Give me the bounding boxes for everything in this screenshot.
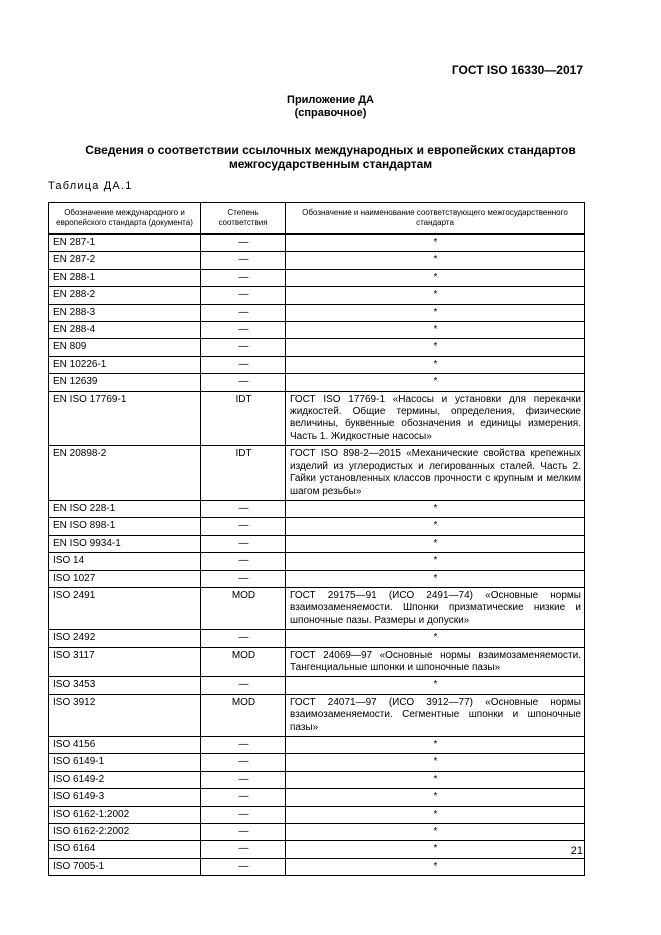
cell-degree-of-conformity: —	[201, 754, 286, 771]
cell-degree-of-conformity: —	[201, 374, 286, 391]
cell-degree-of-conformity: IDT	[201, 446, 286, 501]
table-row	[49, 374, 585, 391]
page-title	[0, 143, 661, 171]
cell-international-standard: EN 288-1	[49, 269, 201, 286]
cell-degree-of-conformity: —	[201, 252, 286, 269]
table-row	[49, 391, 585, 446]
table-row	[49, 771, 585, 788]
cell-degree-of-conformity: —	[201, 356, 286, 373]
cell-international-standard: ISO 6164	[49, 841, 201, 858]
cell-international-standard: ISO 6162-2:2002	[49, 824, 201, 841]
cell-international-standard: EN 12639	[49, 374, 201, 391]
cell-international-standard: ISO 3912	[49, 694, 201, 736]
cell-international-standard: EN 287-2	[49, 252, 201, 269]
table-row	[49, 694, 585, 736]
table-row	[49, 500, 585, 517]
cell-national-standard: ГОСТ 24069—97 «Основные нормы взаимозаменяемости. Тангенциальные шпонки и шпоночные пазы»	[286, 647, 585, 677]
cell-national-standard: *	[286, 737, 585, 754]
table-header-row	[49, 203, 585, 235]
cell-national-standard: ГОСТ 29175—91 (ИСО 2491—74) «Основные нормы взаимозаменяемости. Шпонки призматические низкие и шпоночные пазы. Размеры и допуски»	[286, 587, 585, 629]
cell-national-standard: *	[286, 677, 585, 694]
cell-degree-of-conformity: MOD	[201, 647, 286, 677]
table-row	[49, 535, 585, 552]
cell-international-standard: EN ISO 9934-1	[49, 535, 201, 552]
cell-degree-of-conformity: —	[201, 269, 286, 286]
cell-national-standard: *	[286, 824, 585, 841]
header-degree-of-conformity: Степень соответствия	[201, 203, 286, 235]
cell-national-standard: *	[286, 322, 585, 339]
cell-international-standard: ISO 2491	[49, 587, 201, 629]
appendix-subtitle: (справочное)	[294, 107, 367, 119]
cell-degree-of-conformity: —	[201, 535, 286, 552]
cell-international-standard: EN ISO 898-1	[49, 518, 201, 535]
appendix-heading	[0, 94, 661, 120]
table-row	[49, 356, 585, 373]
cell-degree-of-conformity: —	[201, 630, 286, 647]
cell-degree-of-conformity: MOD	[201, 694, 286, 736]
cell-international-standard: ISO 7005-1	[49, 858, 201, 875]
cell-international-standard: EN 10226-1	[49, 356, 201, 373]
table-row	[49, 841, 585, 858]
cell-national-standard: *	[286, 304, 585, 321]
table-row	[49, 630, 585, 647]
cell-international-standard: ISO 6149-2	[49, 771, 201, 788]
cell-international-standard: ISO 2492	[49, 630, 201, 647]
cell-national-standard: ГОСТ ISO 17769-1 «Насосы и установки для перекачки жидкостей. Общие термины, определения, физические величины, буквенные обозначения и единицы измерения. Часть 1. Жидкостные насосы»	[286, 391, 585, 446]
cell-international-standard: ISO 1027	[49, 570, 201, 587]
cell-international-standard: EN ISO 228-1	[49, 500, 201, 517]
page-title-line-1: Сведения о соответствии ссылочных международных и европейских стандартов	[85, 143, 576, 157]
cell-international-standard: EN 20898-2	[49, 446, 201, 501]
cell-international-standard: EN 287-1	[49, 234, 201, 252]
cell-degree-of-conformity: —	[201, 858, 286, 875]
table-row	[49, 304, 585, 321]
cell-degree-of-conformity: —	[201, 806, 286, 823]
cell-international-standard: EN 288-3	[49, 304, 201, 321]
cell-degree-of-conformity: —	[201, 737, 286, 754]
cell-international-standard: EN 288-4	[49, 322, 201, 339]
table-caption: Таблица ДА.1	[48, 180, 133, 192]
table-body	[49, 234, 585, 876]
table-row	[49, 824, 585, 841]
cell-national-standard: *	[286, 771, 585, 788]
cell-national-standard: *	[286, 535, 585, 552]
table-row	[49, 234, 585, 252]
cell-national-standard: *	[286, 356, 585, 373]
cell-national-standard: ГОСТ ISO 898-2—2015 «Механические свойства крепежных изделий из углеродистых и легированных сталей. Часть 2. Гайки установленных классов прочности с крупным и мелким шагом резьбы»	[286, 446, 585, 501]
cell-national-standard: *	[286, 789, 585, 806]
cell-national-standard: *	[286, 518, 585, 535]
cell-degree-of-conformity: —	[201, 841, 286, 858]
page-number: 21	[570, 845, 583, 857]
cell-national-standard: *	[286, 339, 585, 356]
cell-national-standard: *	[286, 500, 585, 517]
table-row	[49, 446, 585, 501]
cell-international-standard: ISO 3453	[49, 677, 201, 694]
cell-degree-of-conformity: —	[201, 287, 286, 304]
cell-degree-of-conformity: —	[201, 553, 286, 570]
cell-degree-of-conformity: —	[201, 677, 286, 694]
cell-national-standard: *	[286, 287, 585, 304]
cell-degree-of-conformity: IDT	[201, 391, 286, 446]
cell-degree-of-conformity: —	[201, 570, 286, 587]
cell-degree-of-conformity: —	[201, 771, 286, 788]
cell-degree-of-conformity: —	[201, 500, 286, 517]
cell-degree-of-conformity: —	[201, 824, 286, 841]
cell-degree-of-conformity: —	[201, 234, 286, 252]
table-row	[49, 518, 585, 535]
cell-national-standard: *	[286, 806, 585, 823]
cell-international-standard: ISO 6149-1	[49, 754, 201, 771]
cell-international-standard: EN ISO 17769-1	[49, 391, 201, 446]
table-row	[49, 287, 585, 304]
table-row	[49, 322, 585, 339]
cell-international-standard: ISO 14	[49, 553, 201, 570]
header-international-standard: Обозначение международного и европейского стандарта (документа)	[49, 203, 201, 235]
table-row	[49, 677, 585, 694]
cell-national-standard: *	[286, 374, 585, 391]
cell-national-standard: *	[286, 269, 585, 286]
cell-national-standard: *	[286, 570, 585, 587]
cell-degree-of-conformity: MOD	[201, 587, 286, 629]
correspondence-table	[48, 202, 585, 876]
table-row	[49, 339, 585, 356]
table-row	[49, 737, 585, 754]
table-row	[49, 789, 585, 806]
cell-national-standard: *	[286, 553, 585, 570]
cell-degree-of-conformity: —	[201, 304, 286, 321]
table-row	[49, 587, 585, 629]
cell-international-standard: ISO 6149-3	[49, 789, 201, 806]
table-row	[49, 647, 585, 677]
cell-international-standard: ISO 6162-1:2002	[49, 806, 201, 823]
cell-national-standard: *	[286, 858, 585, 875]
table-row	[49, 252, 585, 269]
cell-national-standard: *	[286, 841, 585, 858]
cell-national-standard: *	[286, 754, 585, 771]
cell-degree-of-conformity: —	[201, 339, 286, 356]
table-row	[49, 754, 585, 771]
cell-international-standard: ISO 4156	[49, 737, 201, 754]
cell-international-standard: EN 288-2	[49, 287, 201, 304]
cell-national-standard: *	[286, 252, 585, 269]
cell-degree-of-conformity: —	[201, 789, 286, 806]
cell-degree-of-conformity: —	[201, 518, 286, 535]
cell-international-standard: EN 809	[49, 339, 201, 356]
cell-national-standard: *	[286, 630, 585, 647]
table-row	[49, 570, 585, 587]
header-national-standard: Обозначение и наименование соответствующего межгосударственного стандарта	[286, 203, 585, 235]
table-row	[49, 858, 585, 875]
page-title-line-2: межгосударственным стандартам	[228, 157, 433, 171]
cell-national-standard: *	[286, 234, 585, 252]
table-row	[49, 553, 585, 570]
document-header: ГОСТ ISO 16330—2017	[451, 63, 583, 77]
table-row	[49, 269, 585, 286]
appendix-title: Приложение ДА	[287, 94, 374, 106]
cell-international-standard: ISO 3117	[49, 647, 201, 677]
cell-degree-of-conformity: —	[201, 322, 286, 339]
cell-national-standard: ГОСТ 24071—97 (ИСО 3912—77) «Основные нормы взаимозаменяемости. Сегментные шпонки и шпоночные пазы»	[286, 694, 585, 736]
table-row	[49, 806, 585, 823]
